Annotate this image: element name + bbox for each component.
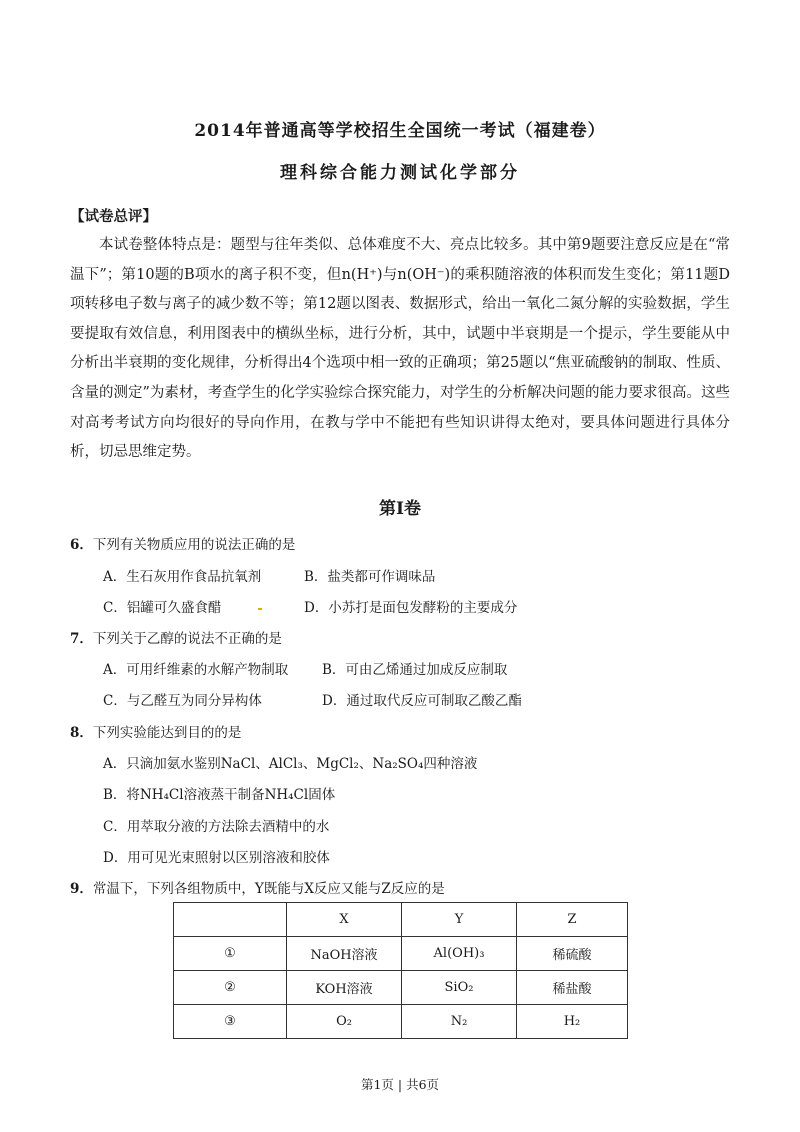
option-6b: B．盐类都可作调味品 [304,569,436,585]
question-7 [70,627,282,647]
volume-heading: 第I卷 [379,499,421,519]
question-stem: 下列关于乙醇的说法不正确的是 [92,631,282,647]
table-header-cell [174,903,287,937]
question-number: 9． [70,881,93,897]
table-cell: NaOH溶液 [287,937,402,971]
review-heading: 【试卷总评】 [70,208,157,225]
question-8 [70,721,241,741]
question-stem: 下列有关物质应用的说法正确的是 [92,537,296,553]
question-9 [70,877,445,897]
table-cell: ③ [174,1005,287,1039]
table-row [174,1005,628,1039]
table-cell: Al(OH)₃ [402,937,517,971]
option-8c: C．用萃取分液的方法除去酒精中的水 [103,819,330,835]
question-number: 6． [70,537,93,553]
table-cell: N₂ [402,1005,517,1039]
option-7a: A．可用纤维素的水解产物制取 [103,662,289,678]
question-6 [70,533,295,553]
table-cell: 稀硫酸 [517,937,628,971]
option-8b: B．将NH₄Cl溶液蒸干制备NH₄Cl固体 [103,787,336,803]
substance-table [173,902,628,1039]
option-8a: A．只滴加氨水鉴别NaCl、AlCl₃、MgCl₂、Na₂SO₄四种溶液 [103,756,478,772]
table-cell: KOH溶液 [287,971,402,1005]
table-cell: H₂ [517,1005,628,1039]
table-row [174,937,628,971]
stray-mark [258,608,262,610]
exam-title: 2014年普通高等学校招生全国统一考试（福建卷） [194,121,606,141]
option-6c: C．铝罐可久盛食醋 [103,600,222,616]
table-cell: ① [174,937,287,971]
option-7c: C．与乙醛互为同分异构体 [103,693,262,709]
table-header-row [174,903,628,937]
table-header-cell: X [287,903,402,937]
option-7d: D．通过取代反应可制取乙酸乙酯 [322,693,522,709]
option-7b: B．可由乙烯通过加成反应制取 [322,662,508,678]
table-header-cell: Y [402,903,517,937]
question-number: 7． [70,631,93,647]
option-6d: D．小苏打是面包发酵粉的主要成分 [304,600,518,616]
question-stem: 下列实验能达到目的的是 [92,725,242,741]
review-paragraph: 本试卷整体特点是：题型与往年类似、总体难度不大、亮点比较多。其中第9题要注意反应是在“常温下”；第10题的B项水的离子积不变，但n(H⁺)与n(OH⁻)的乘积随溶液的体积而发生变化；第11题D项转移电子数与离子的减少数不等；第12题以图表、数据形式，给出一氧化二氮分解的实验数据，学生要提取有效信息，利用图表中的横纵坐标，进行分析，其中，试题中半衰期是一个提示，学生要能从中分析出半衰期的变化规律，分析得出4个选项中相一致的正确项；第25题以“焦亚硫酸钠的制取、性质、含量的测定”为素材，考查学生的化学实验综合探究能力，对学生的分析解决问题的能力要求很高。这些对高考考试方向均很好的导向作用，在教与学中不能把有些知识讲得太绝对，要具体问题进行具体分析，切忌思维定势。 [70,237,730,461]
table-cell: O₂ [287,1005,402,1039]
option-6a: A．生石灰用作食品抗氧剂 [103,569,262,585]
option-8d: D．用可见光束照射以区别溶液和胶体 [103,850,330,866]
question-number: 8． [70,725,93,741]
page-footer: 第1页 | 共6页 [360,1077,440,1092]
table-header-cell: Z [517,903,628,937]
table-cell: SiO₂ [402,971,517,1005]
table-cell: 稀盐酸 [517,971,628,1005]
exam-subtitle: 理科综合能力测试化学部分 [280,163,520,183]
table-row [174,971,628,1005]
question-stem: 常温下，下列各组物质中，Y既能与X反应又能与Z反应的是 [92,881,445,897]
table-cell: ② [174,971,287,1005]
